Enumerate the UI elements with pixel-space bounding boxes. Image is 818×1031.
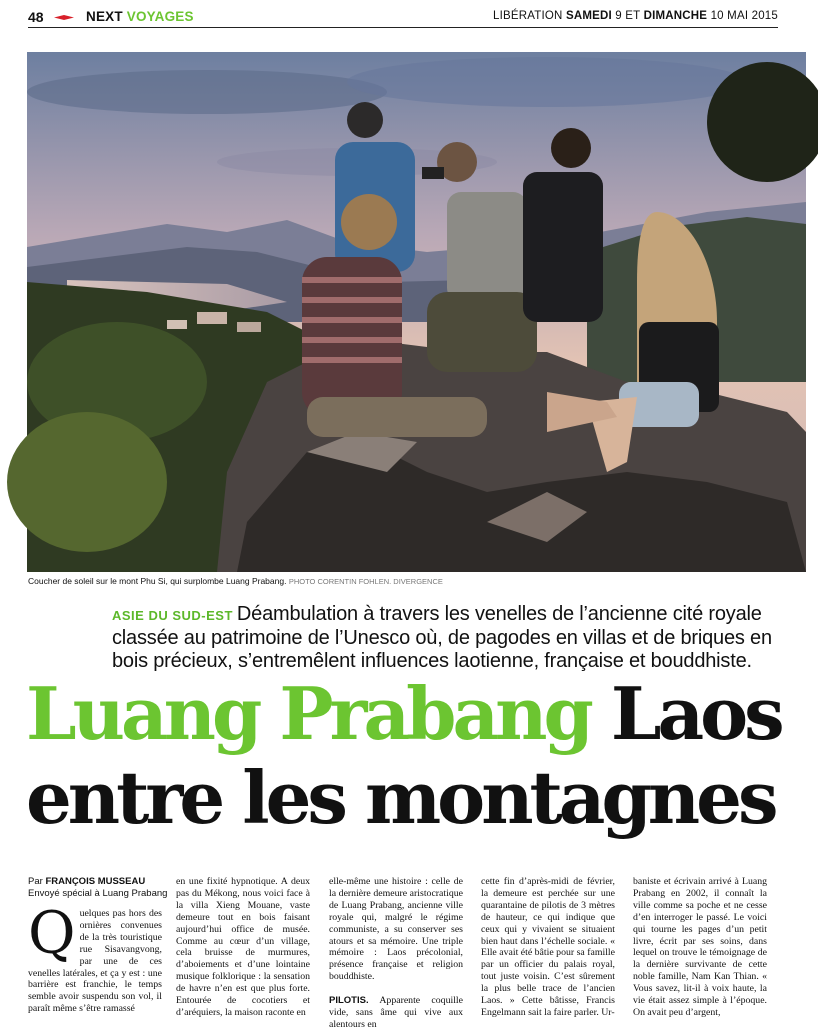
byline: Par FRANÇOIS MUSSEAU Envoyé spécial à Luang Prabang [28,876,168,899]
liberation-diamond-icon [54,15,74,20]
author-role: Envoyé spécial à Luang Prabang [28,888,168,899]
deck-text: Déambulation à travers les venelles de l’ancienne cité royale classée au patrimoine de l’Unesco où, de pagodes en villas et de briques en bois précieux, s’entremêlent influences laotienne, française et bouddhiste. [112,603,772,672]
article-deck [112,603,772,673]
article-headline [26,672,806,840]
page-header [28,6,778,28]
article-column-2: en une fixité hypnotique. A deux pas du Mékong, nous voici face à la villa Xieng Mouane, vaste demeure tout en bois faisant aujourd’hui office de musée. Comme au cœur d’un village, cela bruisse de murmures, d’aboiements et d’une lointaine musique folklorique : la sensation de havre n’en est que plus forte. Entourée de cocotiers et d’aréquiers, la maison raconte en [176,876,310,1018]
article-column-5: baniste et écrivain arrivé à Luang Prabang en 2002, il connaît la ville comme sa poche et ne cesse d’en interroger le passé. Le voici qui tourne les pages d’un petit livre, écrit par ses soins, dans lequel on trouve le témoignage de la dernière survivante de cette noble famille, Nam Kan Thian. « Vous savez, lit-il à voix haute, la vie était assez simple à l’époque. On avait peu d’argent, [633,876,767,1018]
article-column-3: elle-même une histoire : celle de la dernière demeure aristocratique de Luang Prabang, ancienne ville royale qui, malgré le régime communiste, a su conserver ses atours et sa mémoire. Une triple mémoire : Laos précolonial, présence française et religion bouddhiste. PILOTIS. Apparente coquille vide, sans âme qui vive aux alentours en [329,876,463,1030]
section-label: NEXT VOYAGES [86,9,194,24]
photo-caption: Coucher de soleil sur le mont Phu Si, qui surplombe Luang Prabang. PHOTO CORENTIN FOHLEN. DIVERGENCE [28,576,443,586]
headline-line-1: Luang Prabang Laos [26,671,781,756]
article-column-1: Quelques pas hors des ornières convenues de la très touristique rue Sisavangvong, par une de ces venelles latérales, et ça y est : une barrière est franchie, le temps semble avoir suspendu son vol, il paraît même s’être ramassé [28,899,162,1015]
subhead-pilotis: PILOTIS. [329,995,369,1007]
article-column-4: cette fin d’après-midi de février, la demeure est perchée sur une quarantaine de pilotis de 3 mètres de hauteur, ce qui indique que ceux qui y vivaient se situaient bien haut dans l’échelle sociale. « Elle avait été bâtie pour sa famille par un officier du palais royal, tout juste voisin. C’est sûrement la plus belle trace de l’ancien Laos. » Cette bâtisse, Francis Engelmann sait la faire parler. Ur- [481,876,615,1018]
dateline: LIBÉRATION SAMEDI 9 ET DIMANCHE 10 MAI 2015 [493,10,778,22]
headline-line-2: entre les montagnes [26,755,775,840]
author-name: FRANÇOIS MUSSEAU [45,876,146,887]
photo-credit: PHOTO CORENTIN FOHLEN. DIVERGENCE [288,577,443,586]
hero-photo [27,52,806,572]
deck-kicker: ASIE DU SUD-EST [112,608,233,623]
drop-cap: Q [28,899,76,967]
page-number: 48 [28,9,44,25]
